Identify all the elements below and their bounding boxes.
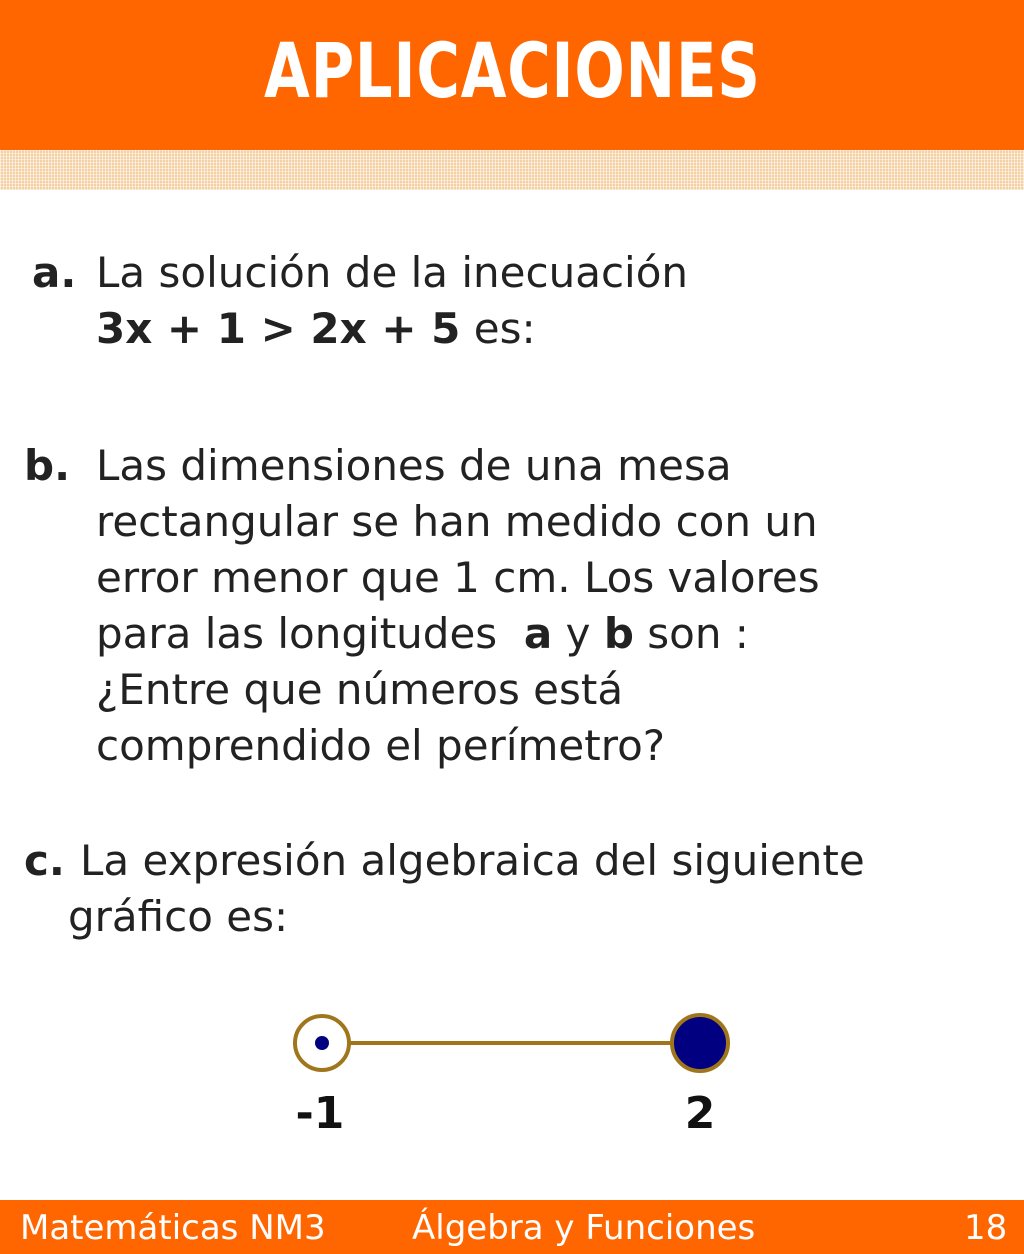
question-a-tail: es: xyxy=(473,304,536,353)
question-b-line-1: Las dimensiones de una mesa xyxy=(96,441,732,490)
question-b-line-6: comprendido el perímetro? xyxy=(96,721,666,770)
question-b-var-b: b xyxy=(603,609,634,658)
question-c xyxy=(0,833,1024,953)
question-b-line-3: error menor que 1 cm. Los valores xyxy=(96,553,820,602)
question-b-line-4-head: para las longitudes xyxy=(96,609,498,658)
question-b xyxy=(0,438,1024,778)
number-line-label-right: 2 xyxy=(684,1088,716,1139)
question-b-line-5: ¿Entre que números está xyxy=(96,665,624,714)
header-stripe xyxy=(0,150,1024,190)
open-endpoint-center-dot xyxy=(315,1036,329,1050)
question-a-marker: a. xyxy=(32,248,77,297)
question-b-line-2: rectangular se han medido con un xyxy=(96,497,818,546)
question-b-conj: y xyxy=(565,609,591,658)
footer-subject: Matemáticas NM3 xyxy=(20,1208,326,1248)
question-c-marker: c. xyxy=(24,836,65,885)
page-title: APLICACIONES xyxy=(263,25,761,115)
question-b-line-4-tail: son : xyxy=(647,609,749,658)
header-bar xyxy=(0,0,1024,150)
question-a-line-1: La solución de la inecuación xyxy=(96,248,689,297)
question-c-line-2: gráfico es: xyxy=(68,892,289,941)
footer-unit: Álgebra y Funciones xyxy=(412,1208,756,1248)
question-b-marker: b. xyxy=(24,441,71,490)
question-a-inequality: 3x + 1 > 2x + 5 xyxy=(96,304,461,353)
question-c-line-1: La expresión algebraica del siguiente xyxy=(80,836,865,885)
footer-bar xyxy=(0,1200,1024,1254)
closed-endpoint-right xyxy=(672,1015,728,1071)
footer-page-number: 18 xyxy=(964,1208,1008,1248)
number-line-label-left: -1 xyxy=(295,1088,345,1139)
question-b-var-a: a xyxy=(523,609,553,658)
question-a xyxy=(0,245,1024,365)
